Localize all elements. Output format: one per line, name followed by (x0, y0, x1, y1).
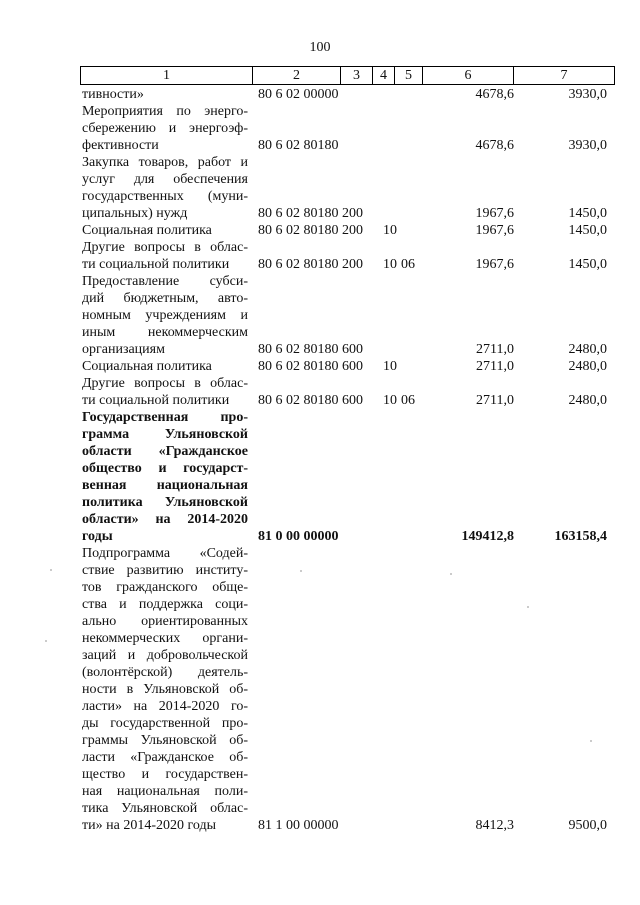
row-name (82, 358, 248, 375)
row-code: 80 6 02 80180 600 (258, 342, 363, 357)
row-name-line: грамма Ульяновской (82, 427, 248, 442)
row-name-line: ципальных) нужд (82, 206, 188, 221)
row-name (82, 545, 248, 834)
row-value-2019: 1967,6 (475, 223, 514, 238)
row-name-line: услуг для обеспечения (82, 172, 248, 187)
row-name-line: некоммерческих органи- (82, 631, 248, 646)
row-value-2020: 3930,0 (568, 87, 607, 102)
row-value-2019: 1967,6 (475, 257, 514, 272)
row-code: 80 6 02 80180 200 (258, 223, 363, 238)
row-name-line: Другие вопросы в облас- (82, 240, 248, 255)
row-name (82, 375, 248, 409)
row-name-line: (волонтёрской) деятель- (82, 665, 248, 680)
row-name-line: тивности» (82, 87, 144, 102)
row-name (82, 154, 248, 222)
row-code: 80 6 02 80180 200 (258, 257, 363, 272)
row-name-line: венная национальная (82, 478, 248, 493)
row-code: 81 0 00 00000 (258, 529, 339, 544)
row-name-line: Государственная про- (82, 410, 248, 425)
row-value-2019: 4678,6 (475, 138, 514, 153)
row-code: 81 1 00 00000 (258, 818, 339, 833)
header-col-1: 1 (80, 66, 253, 85)
header-col-5: 5 (395, 66, 423, 85)
row-code: 80 6 02 00000 (258, 87, 339, 102)
row-name-line: ная национальная поли- (82, 784, 248, 799)
row-name-line: ласти «Гражданское об- (82, 750, 248, 765)
row-name-line: ды государственной про- (82, 716, 248, 731)
scan-speck (450, 573, 452, 575)
row-value-2020: 2480,0 (568, 393, 607, 408)
row-name-line: тов гражданского обще- (82, 580, 248, 595)
scan-speck (45, 640, 47, 642)
row-name-line: Подпрограмма «Содей- (82, 546, 248, 561)
row-value-2019: 4678,6 (475, 87, 514, 102)
row-name-line: номным учреждениям и (82, 308, 248, 323)
row-name-line: организациям (82, 342, 165, 357)
row-name-line: Социальная политика (82, 359, 212, 374)
row-name-line: сбережению и энергоэф- (82, 121, 248, 136)
row-section: 10 (383, 393, 397, 408)
row-value-2019: 1967,6 (475, 206, 514, 221)
row-value-2020: 2480,0 (568, 342, 607, 357)
row-name-line: ти социальной политики (82, 257, 230, 272)
row-name (82, 273, 248, 358)
row-value-2019: 8412,3 (475, 818, 514, 833)
scan-speck (590, 740, 592, 742)
scan-speck (527, 606, 529, 608)
row-name (82, 222, 248, 239)
row-name-line: Предоставление субси- (82, 274, 248, 289)
scan-speck (300, 570, 302, 572)
row-value-2020: 3930,0 (568, 138, 607, 153)
row-name-line: ально ориентированных (82, 614, 248, 629)
row-name-line: ти» на 2014-2020 годы (82, 818, 216, 833)
row-name (82, 103, 248, 154)
header-col-2: 2 (253, 66, 341, 85)
row-value-2020: 163158,4 (554, 529, 607, 544)
row-code: 80 6 02 80180 600 (258, 359, 363, 374)
row-value-2019: 2711,0 (476, 393, 514, 408)
row-name-line: иным некоммерческим (82, 325, 248, 340)
row-value-2020: 2480,0 (568, 359, 607, 374)
row-name-line: Мероприятия по энерго- (82, 104, 248, 119)
row-name-line: общество и государст- (82, 461, 248, 476)
row-section: 10 (383, 223, 397, 238)
row-name-line: щество и государствен- (82, 767, 248, 782)
row-name-line: ласти» на 2014-2020 го- (82, 699, 248, 714)
page-number: 100 (309, 40, 331, 55)
row-name (82, 86, 248, 103)
row-name-line: Социальная политика (82, 223, 212, 238)
row-subsection: 06 (401, 393, 415, 408)
row-name-line: области» на 2014-2020 (82, 512, 248, 527)
row-name-line: Другие вопросы в облас- (82, 376, 248, 391)
row-name (82, 239, 248, 273)
row-value-2020: 1450,0 (568, 206, 607, 221)
scan-speck (50, 569, 52, 571)
row-name (82, 409, 248, 545)
row-name-line: государственных (муни- (82, 189, 248, 204)
row-name-line: области «Гражданское (82, 444, 248, 459)
row-name-line: дий бюджетным, авто- (82, 291, 248, 306)
row-name-line: Закупка товаров, работ и (82, 155, 248, 170)
row-section: 10 (383, 257, 397, 272)
row-name-line: политика Ульяновской (82, 495, 248, 510)
row-value-2020: 1450,0 (568, 223, 607, 238)
row-value-2019: 149412,8 (461, 529, 514, 544)
row-name-line: тика Ульяновской облас- (82, 801, 248, 816)
row-name-line: фективности (82, 138, 159, 153)
row-code: 80 6 02 80180 200 (258, 206, 363, 221)
row-name-line: заций и добровольческой (82, 648, 248, 663)
header-col-3: 3 (341, 66, 373, 85)
row-name-line: ства и поддержка соци- (82, 597, 248, 612)
header-col-6: 6 (423, 66, 514, 85)
row-section: 10 (383, 359, 397, 374)
row-value-2019: 2711,0 (476, 342, 514, 357)
row-subsection: 06 (401, 257, 415, 272)
row-name-line: ствие развитию институ- (82, 563, 248, 578)
header-col-7: 7 (514, 66, 615, 85)
row-name-line: годы (82, 529, 113, 544)
row-code: 80 6 02 80180 (258, 138, 339, 153)
row-name-line: граммы Ульяновской об- (82, 733, 248, 748)
row-value-2019: 2711,0 (476, 359, 514, 374)
row-name-line: ности в Ульяновской об- (82, 682, 248, 697)
row-code: 80 6 02 80180 600 (258, 393, 363, 408)
row-value-2020: 1450,0 (568, 257, 607, 272)
row-name-line: ти социальной политики (82, 393, 230, 408)
row-value-2020: 9500,0 (568, 818, 607, 833)
header-col-4: 4 (373, 66, 395, 85)
